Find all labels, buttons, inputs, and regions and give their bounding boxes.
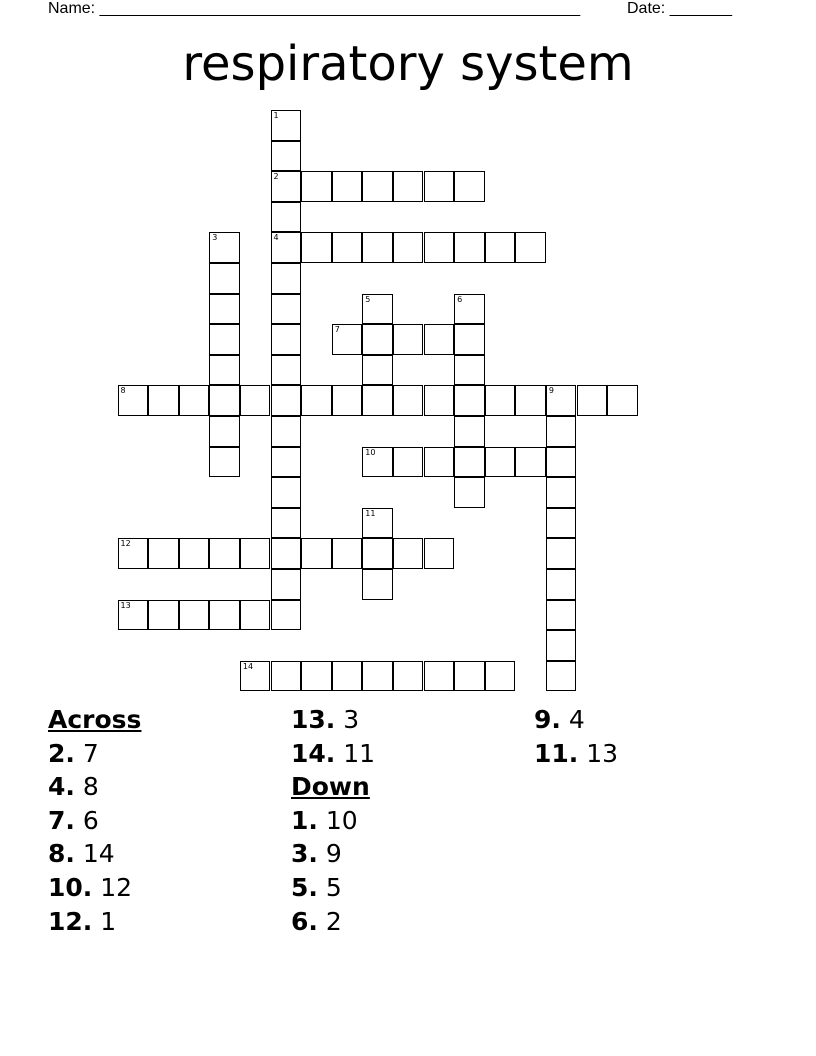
clue-item	[291, 737, 375, 771]
cell-number: 11	[365, 508, 376, 518]
grid-cell[interactable]	[454, 355, 485, 386]
grid-cell[interactable]	[454, 171, 485, 202]
grid-cell[interactable]	[454, 416, 485, 447]
grid-cell[interactable]	[271, 355, 302, 386]
grid-cell[interactable]	[209, 355, 240, 386]
grid-cell[interactable]	[393, 385, 424, 416]
grid-cell[interactable]	[332, 538, 363, 569]
clue-item	[48, 737, 141, 771]
clue-number: 6.	[291, 906, 318, 936]
clue-number: 3.	[291, 839, 318, 869]
grid-cell[interactable]	[546, 447, 577, 478]
grid-cell[interactable]	[362, 232, 393, 263]
grid-cell[interactable]	[271, 600, 302, 631]
clue-number: 12.	[48, 906, 93, 936]
cell-number: 14	[242, 661, 254, 671]
clue-item	[48, 905, 141, 939]
cell-number: 12	[120, 539, 131, 549]
clue-number: 4.	[48, 772, 75, 802]
cell-number: 2	[273, 172, 279, 182]
clue-item	[291, 703, 375, 737]
grid-cell[interactable]	[301, 232, 332, 263]
grid-cell[interactable]	[240, 385, 271, 416]
grid-cell[interactable]	[393, 171, 424, 202]
cell-number: 1	[273, 111, 279, 120]
grid-cell[interactable]	[179, 385, 210, 416]
grid-cell[interactable]	[271, 110, 302, 141]
grid-cell[interactable]	[546, 538, 577, 569]
grid-cell[interactable]	[271, 171, 302, 202]
grid-cell[interactable]	[454, 324, 485, 355]
clue-text: 14	[74, 839, 115, 869]
clue-text: 9	[317, 839, 342, 869]
grid-cell[interactable]	[454, 232, 485, 263]
grid-cell[interactable]	[424, 661, 455, 692]
grid-cell[interactable]	[271, 263, 302, 294]
clue-text: 12	[92, 872, 133, 902]
grid-cell[interactable]	[362, 171, 393, 202]
grid-cell[interactable]	[209, 538, 240, 569]
grid-cell[interactable]	[271, 477, 302, 508]
grid-cell[interactable]	[393, 661, 424, 692]
clue-number: 8.	[48, 839, 75, 869]
grid-cell[interactable]	[209, 385, 240, 416]
grid-cell[interactable]	[485, 385, 516, 416]
grid-cell[interactable]	[271, 202, 302, 233]
grid-cell[interactable]	[271, 416, 302, 447]
clue-number: 5.	[291, 872, 318, 902]
grid-cell[interactable]	[209, 416, 240, 447]
cell-number: 5	[365, 294, 371, 304]
grid-cell[interactable]	[271, 141, 302, 172]
clue-number: 7.	[48, 805, 75, 835]
clue-item	[291, 837, 375, 871]
grid-cell[interactable]	[362, 569, 393, 600]
grid-cell[interactable]	[485, 661, 516, 692]
grid-cell[interactable]	[362, 447, 393, 478]
clue-number: 10.	[48, 872, 93, 902]
grid-cell[interactable]	[179, 538, 210, 569]
grid-cell[interactable]	[301, 385, 332, 416]
clue-text: 7	[74, 738, 99, 768]
grid-cell[interactable]	[148, 538, 179, 569]
grid-cell[interactable]	[209, 263, 240, 294]
grid-cell[interactable]	[546, 385, 577, 416]
grid-cell[interactable]	[240, 538, 271, 569]
grid-cell[interactable]	[271, 508, 302, 539]
clue-text: 3	[335, 705, 360, 734]
date-field-label: Date: _______	[627, 0, 732, 17]
grid-cell[interactable]	[209, 232, 240, 263]
cell-number: 4	[273, 233, 279, 243]
cell-number: 6	[457, 294, 463, 304]
cell-number: 9	[548, 386, 554, 396]
grid-cell[interactable]	[332, 324, 363, 355]
clue-text: 13	[578, 738, 619, 768]
cell-number: 8	[120, 386, 126, 396]
cell-number: 3	[212, 233, 218, 243]
grid-cell[interactable]	[546, 416, 577, 447]
grid-cell[interactable]	[454, 661, 485, 692]
grid-cell[interactable]	[393, 447, 424, 478]
grid-cell[interactable]	[271, 661, 302, 692]
grid-cell[interactable]	[607, 385, 638, 416]
clue-item	[534, 703, 618, 737]
grid-cell[interactable]	[515, 232, 546, 263]
grid-cell[interactable]	[362, 538, 393, 569]
grid-cell[interactable]	[515, 447, 546, 478]
grid-cell[interactable]	[454, 294, 485, 325]
grid-cell[interactable]	[209, 447, 240, 478]
grid-cell[interactable]	[301, 538, 332, 569]
grid-cell[interactable]	[332, 385, 363, 416]
grid-cell[interactable]	[271, 385, 302, 416]
grid-cell[interactable]	[240, 661, 271, 692]
grid-cell[interactable]	[118, 385, 149, 416]
clue-item	[48, 837, 141, 871]
grid-cell[interactable]	[393, 324, 424, 355]
grid-cell[interactable]	[148, 600, 179, 631]
grid-cell[interactable]	[424, 171, 455, 202]
grid-cell[interactable]	[209, 294, 240, 325]
grid-cell[interactable]	[454, 447, 485, 478]
grid-cell[interactable]	[179, 600, 210, 631]
clue-number: 11.	[534, 738, 579, 768]
clue-item	[48, 871, 141, 905]
grid-cell[interactable]	[546, 508, 577, 539]
clue-text: 5	[317, 872, 342, 902]
grid-cell[interactable]	[240, 600, 271, 631]
grid-cell[interactable]	[362, 324, 393, 355]
grid-cell[interactable]	[301, 171, 332, 202]
grid-cell[interactable]	[271, 447, 302, 478]
grid-cell[interactable]	[393, 538, 424, 569]
grid-cell[interactable]	[362, 385, 393, 416]
grid-cell[interactable]	[118, 538, 149, 569]
clue-item	[291, 905, 375, 939]
clue-text: 6	[74, 805, 99, 835]
grid-cell[interactable]	[546, 477, 577, 508]
grid-cell[interactable]	[118, 600, 149, 631]
clue-number: 13.	[291, 705, 336, 734]
clue-text: 8	[74, 772, 99, 802]
clue-item	[291, 871, 375, 905]
clue-text: 4	[560, 705, 585, 734]
grid-cell[interactable]	[362, 355, 393, 386]
grid-cell[interactable]	[393, 232, 424, 263]
grid-cell[interactable]	[271, 538, 302, 569]
clue-heading-text: Down	[291, 772, 370, 802]
grid-cell[interactable]	[546, 630, 577, 661]
grid-cell[interactable]	[424, 232, 455, 263]
grid-cell[interactable]	[332, 171, 363, 202]
grid-cell[interactable]	[424, 447, 455, 478]
clue-column-2	[291, 703, 375, 938]
clue-item	[534, 737, 618, 771]
clue-column-3	[534, 703, 618, 770]
clue-number: 9.	[534, 705, 561, 734]
grid-cell[interactable]	[148, 385, 179, 416]
grid-cell[interactable]	[362, 294, 393, 325]
clue-text: 10	[317, 805, 358, 835]
clue-text: 2	[317, 906, 342, 936]
clue-item	[291, 804, 375, 838]
grid-cell[interactable]	[271, 294, 302, 325]
clue-number: 2.	[48, 738, 75, 768]
grid-cell[interactable]	[271, 232, 302, 263]
grid-cell[interactable]	[271, 569, 302, 600]
grid-cell[interactable]	[362, 508, 393, 539]
clue-text: 11	[335, 738, 376, 768]
clue-column-1	[48, 703, 141, 938]
clue-item	[48, 804, 141, 838]
cell-number: 13	[120, 600, 131, 610]
grid-cell[interactable]	[485, 447, 516, 478]
clue-text: 1	[92, 906, 117, 936]
puzzle-title: respiratory system	[182, 36, 634, 92]
name-field-label: Name: ______________________________________________________	[48, 0, 581, 17]
grid-cell[interactable]	[301, 661, 332, 692]
grid-cell[interactable]	[424, 385, 455, 416]
grid-cell[interactable]	[546, 569, 577, 600]
grid-cell[interactable]	[454, 477, 485, 508]
grid-cell[interactable]	[485, 232, 516, 263]
grid-cell[interactable]	[209, 324, 240, 355]
clue-heading-text: Across	[48, 705, 142, 734]
clue-item	[48, 770, 141, 804]
cell-number: 10	[365, 447, 376, 457]
grid-cell[interactable]	[332, 661, 363, 692]
grid-cell[interactable]	[271, 324, 302, 355]
grid-cell[interactable]	[546, 661, 577, 692]
grid-cell[interactable]	[577, 385, 608, 416]
cell-number: 7	[334, 325, 340, 335]
grid-cell[interactable]	[362, 661, 393, 692]
clue-heading	[291, 770, 375, 804]
grid-cell[interactable]	[424, 538, 455, 569]
grid-cell[interactable]	[424, 324, 455, 355]
grid-cell[interactable]	[515, 385, 546, 416]
grid-cell[interactable]	[332, 232, 363, 263]
clue-number: 14.	[291, 738, 336, 768]
clue-heading	[48, 703, 141, 737]
grid-cell[interactable]	[454, 385, 485, 416]
clue-number: 1.	[291, 805, 318, 835]
grid-cell[interactable]	[209, 600, 240, 631]
grid-cell[interactable]	[546, 600, 577, 631]
